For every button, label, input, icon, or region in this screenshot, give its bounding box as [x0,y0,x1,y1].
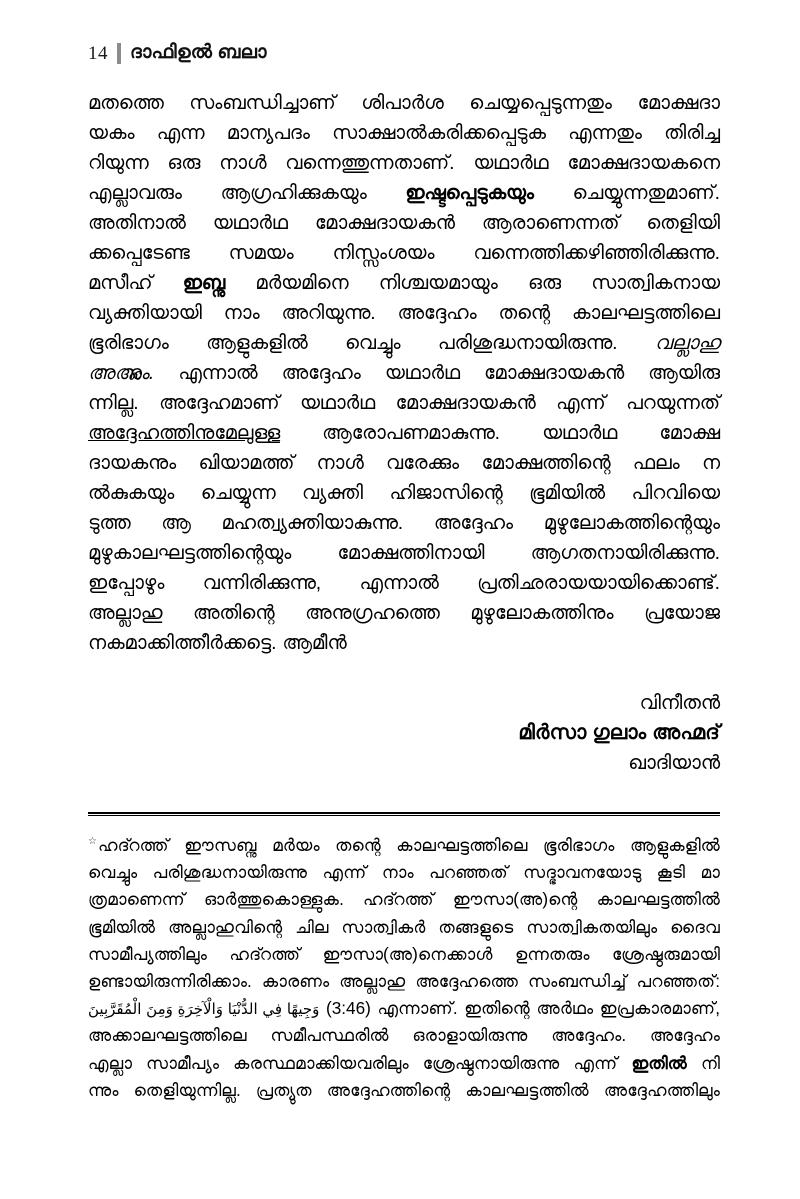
body-word: ഭൂമിയിൽ [529,482,605,504]
body-word: പറയുന്നത് [626,392,720,414]
body-word: ഫലം [632,452,680,474]
body-word: യഥാർഥ [299,392,376,414]
body-word: അദ്ദേഹത്തിനുമേലുള്ള [88,422,281,444]
body-word: ൽകുകയും [88,482,175,504]
footnote-word: സദ്ഭാവനയോടു [523,862,642,883]
footnote-word: ഈസാ(അ)നെക്കാൾ [322,943,493,964]
body-word: മോക്ഷദായകൻ [484,362,625,384]
body-word: ആഗതനായിരിക്കുന്നു. [530,542,720,564]
footnote-word: തങ്ങളുടെ [438,916,514,937]
footnote-word: സാത്വികർ [341,916,426,937]
footnote-word: എന്നാണ്. [377,998,458,1019]
body-word: നാൾ [219,152,267,174]
body-word: മോക്ഷത്തിന്റെ [481,452,611,474]
body-word: മോക്ഷദായകൻ [314,212,455,234]
footnote-word: അദ്ദേഹത്തിന്റെ [326,1079,451,1100]
page-header [88,38,720,68]
body-line [88,148,720,178]
body-word: ഇഷ്ടപ്പെടുകയും [405,182,534,204]
body-word: മഹത്വ്യക്തിയാകുന്നു. [221,512,404,534]
body-word: തന്റെ [498,302,551,324]
footnote-word: അല്ലാഹു [339,970,406,991]
body-line [88,418,720,448]
body-word: റിയുന്ന [88,152,149,174]
body-word: ന്നില്ല. [88,392,139,414]
body-line [88,628,720,658]
body-word: നിശ്ചയമായും [378,272,498,294]
body-line [88,598,720,628]
footnote-word: ശ്രേഷ്ഠരുമായി [611,943,720,964]
body-word: മോക്ഷ [659,422,720,444]
verse-reference: (3:46) [325,998,371,1019]
footnote-word: കൂടി [656,862,686,883]
footnote-word: തന്റെ [335,835,381,855]
body-word: ചെയ്യുന്നതുമാണ്. [572,182,720,204]
body-word: ഇബ്നു [182,272,226,294]
body-word: എല്ലാവരും [88,182,182,204]
body-word: ദായകനും [88,452,177,474]
body-word: ന [701,452,720,474]
footnote-word: ഒരാളായിരുന്നു [412,1025,528,1046]
footnote-word: സാത്വികതയിലും [526,916,658,937]
footnote-word: ഇതിന്റെ [464,998,530,1019]
body-word: ചെയ്യുന്ന [200,482,276,504]
body-word: അഅ്ലം. [88,362,155,384]
body-word: മോക്ഷത്തിനായി [337,542,485,564]
body-word: സമയം [228,242,294,264]
footnote-word: ഭൂരിഭാഗം [542,835,615,855]
footnote-word: സമീപസ്ഥരിൽ [270,1025,389,1046]
body-word: യകം [88,122,135,144]
footnote-line [88,941,720,968]
body-word: അറിയുന്നു. [281,302,376,324]
body-word: നാം [223,302,260,324]
footnote-word: അല്ലാഹുവിന്റെ [168,916,283,937]
body-word: യഥാർഥ [212,212,288,234]
footnote-word: ആളുകളിൽ [629,835,720,855]
body-word: അനുഗ്രഹത്തെ [305,602,440,624]
body-word: സാത്വികനായ [591,272,720,294]
body-word: സംബന്ധിച്ചാണ് [189,92,336,114]
body-word: അതിനാൽ [88,212,186,234]
footnote-word: ഇതിൽ [631,1052,687,1073]
footnote-line [88,886,720,913]
body-word: മോക്ഷദായകനെ [567,152,720,174]
body-word: ഇപ്പോഴും [88,572,165,594]
footnote-word: ഹദ്റത്ത് [97,835,169,855]
body-word: പ്രതിഛരായയായിക്കൊണ്ട്. [477,572,720,594]
body-word: വന്നെത്തിക്കഴിഞ്ഞിരിക്കുന്നു. [473,242,720,264]
footnote-word: കാരണം [261,970,330,991]
divider-rule-thick [88,812,720,814]
body-word: ഖിയാമത്ത് [198,452,295,474]
body-word: ക്കപ്പെടേണ്ട [88,242,190,264]
body-line [88,238,720,268]
body-line [88,208,720,238]
body-word: മാന്യപദം [226,122,310,144]
footnote-word: അദ്ദേഹത്തെ [415,970,519,991]
footnote-word: മാ [700,862,720,883]
footnote-word: ഭൂമിയിൽ [88,916,156,937]
quran-verse-arabic: وَجِيهًا فِي الدُّنْيَا وَالْآخِرَةِ وَمِنَ الْمُقَرَّبِينَ [88,1000,320,1019]
body-text [88,88,720,658]
footnote-word: കരസ്ഥമാക്കിയവരിലും [233,1052,409,1073]
footnote-line [88,1022,720,1049]
body-word: ടുത്ത [88,512,131,534]
body-word: ചെയ്യപ്പെടുന്നതും [469,92,612,114]
body-word: ആരാണെന്നത് [481,212,620,234]
body-word: എന്നാൽ [359,572,439,594]
footnote-line [88,1050,720,1077]
footnote-line [88,1077,720,1104]
body-word: യഥാർഥ [473,152,549,174]
footnote-text [88,832,720,1104]
footnote-divider [88,812,720,817]
body-word: തിരിച്ച [664,122,720,144]
body-word: മോക്ഷദായകൻ [395,392,536,414]
footnote-line [88,968,720,995]
footnote-word: എന്ന് [322,862,367,883]
body-word: ആയിരു [648,362,720,384]
footnote-word: എന്ന് [573,1052,618,1073]
footnote-word: ഉന്നതരും [514,943,590,964]
footnote-word: അദ്ദേഹത്തിലും [603,1079,720,1100]
body-line [88,568,720,598]
footnote-word: കാലഘട്ടത്തിലെ [396,835,528,855]
body-word: വന്നെത്തുന്നതാണ്. [285,152,455,174]
body-word: മോക്ഷദാ [637,92,720,114]
body-word: ആമീൻ [282,632,347,654]
body-word: ആ [161,512,191,534]
divider-rule-thin [88,815,720,816]
body-word: പിറവിയെ [631,482,720,504]
body-word: ഒരു [528,272,561,294]
body-line [88,538,720,568]
body-line [88,358,720,388]
footnote-line [88,995,720,1022]
footnote-word: പരിശുദ്ധനായിരുന്നു [152,862,308,883]
body-word: ആഗ്രഹിക്കുകയും [220,182,367,204]
footnote-word: കാലഘട്ടത്തിൽ [596,889,720,910]
footnote-word: സാമീപ്യം [146,1052,220,1073]
body-word: നാൾ [316,452,364,474]
body-word: അല്ലാഹു [88,602,163,624]
body-word: എന്ന [156,122,205,144]
body-word: എന്നതും [568,122,642,144]
body-word: നകമാക്കിത്തീർക്കട്ടെ. [88,632,277,654]
footnote-word: കാലഘട്ടത്തിൽ [465,1079,589,1100]
footnote-word: പ്രത്യുത [255,1079,312,1100]
footnote-word: പറഞ്ഞത് [429,862,508,883]
footnote-word: ഈസബ്നു [184,835,257,855]
footnote-word: അദ്ദേഹം. [551,1025,627,1046]
footnote-word: അദ്ദേഹം [649,1025,720,1046]
footnote-word: നാം [381,862,414,883]
footnote-word: സംബന്ധിച്ച് [528,970,627,991]
body-word: അദ്ദേഹമാണ് [159,392,280,414]
footnote-word: അർഥം [536,998,594,1019]
signature-place: ഖാദിയാൻ [628,752,720,774]
body-line [88,508,720,538]
footnote-word: സാമീപ്യത്തിലും [88,943,207,964]
body-line [88,478,720,508]
body-word: യഥാർഥ [542,422,618,444]
body-line [88,328,720,358]
body-line [88,118,720,148]
body-word: ശിപാർശ [361,92,444,114]
body-word: യഥാർഥ [384,362,460,384]
page-number: 14 [88,42,108,64]
body-word: കാലഘട്ടത്തിലെ [571,302,720,324]
body-word: അദ്ദേഹം [281,362,361,384]
footnote-word: ത്രമാണെന്ന് [88,889,185,910]
body-word: അതിന്റെ [193,602,275,624]
footnote-word: ഉണ്ടായിരുന്നിരിക്കാം. [88,970,252,991]
footnote-word: ശ്രേഷ്ഠനായിരുന്നു [422,1052,560,1073]
footnote-word: വെച്ചും [88,862,138,883]
body-line [88,388,720,418]
body-word: പരിശുദ്ധനായിരുന്നു. [437,332,618,354]
footnote-line [88,859,720,886]
footnote-word: അക്കാലഘട്ടത്തിലെ [88,1025,247,1046]
footnote-word: തെളിയുന്നില്ല. [133,1079,241,1100]
body-word: വല്ലാഹു [654,332,720,354]
body-word: വന്നിരിക്കുന്നു, [202,572,322,594]
footnote-word: ദൈവ [670,916,720,937]
body-word: ആരോപണമാകുന്നു. [322,422,501,444]
body-word: തെളിയി [646,212,720,234]
body-word: മുഴുലോകത്തിനും [470,602,614,624]
body-word: ആളുകളിൽ [206,332,308,354]
footnote-first-token [88,832,169,859]
footnote-word: ഈസാ(അ)ന്റെ [452,889,578,910]
body-word: വ്യക്തി [302,482,363,504]
body-line [88,268,720,298]
body-word: വ്യക്തിയായി [88,302,202,324]
body-line [88,178,720,208]
footnote-line [88,832,720,859]
footnote-word: ഹദ്റത്ത് [229,943,301,964]
body-word: എന്നാൽ [178,362,258,384]
footnote-line [88,914,720,941]
body-word: അദ്ദേഹം [397,302,477,324]
body-word: ഒരു [167,152,201,174]
body-word: വെച്ചും [344,332,401,354]
footnote-word: ഹദ്റത്ത് [362,889,434,910]
footnote-word: പറഞ്ഞത്: [636,970,720,991]
signature-salutation: വിനീതൻ [639,692,720,714]
body-word: ഹിജാസിന്റെ [389,482,503,504]
body-line [88,448,720,478]
signature-name: മിർസാ ഗുലാം അഹ്മദ് [518,721,720,744]
body-line [88,88,720,118]
footnote-marker-icon: ☆ [88,836,97,847]
footnote-word: ഓർത്തുകൊള്ളുക. [203,889,344,910]
body-word: എന്ന് [556,392,606,414]
body-word: സാക്ഷാൽകരിക്കപ്പെടുക [332,122,546,144]
body-word: അദ്ദേഹം [433,512,513,534]
footnote-word: ന്നും [88,1079,119,1100]
footnote-word: ഇപ്രകാരമാണ്, [599,998,720,1019]
body-line [88,298,720,328]
footnote-word: മർയം [272,835,320,855]
body-word: വരേക്കും [386,452,460,474]
header-separator-bar [117,43,121,64]
book-title: ദാഫിഉൽ ബലാ [130,41,267,63]
body-word: മർയമിനെ [255,272,349,294]
footnote-word: ചില [295,916,329,937]
signature-block [88,688,720,778]
body-word: നിസ്സംശയം [332,242,435,264]
footnote-word: എല്ലാ [88,1052,133,1073]
body-word: ഭൂരിഭാഗം [88,332,169,354]
body-word: മുഴുകാലഘട്ടത്തിന്റെയും [88,542,292,564]
body-word: പ്രയോജ [644,602,720,624]
footnote-word: നി [700,1052,720,1073]
body-word: മുഴുലോകത്തിന്റെയും [543,512,720,534]
body-word: മതത്തെ [88,92,164,114]
body-word: മസീഹ് [88,272,153,294]
